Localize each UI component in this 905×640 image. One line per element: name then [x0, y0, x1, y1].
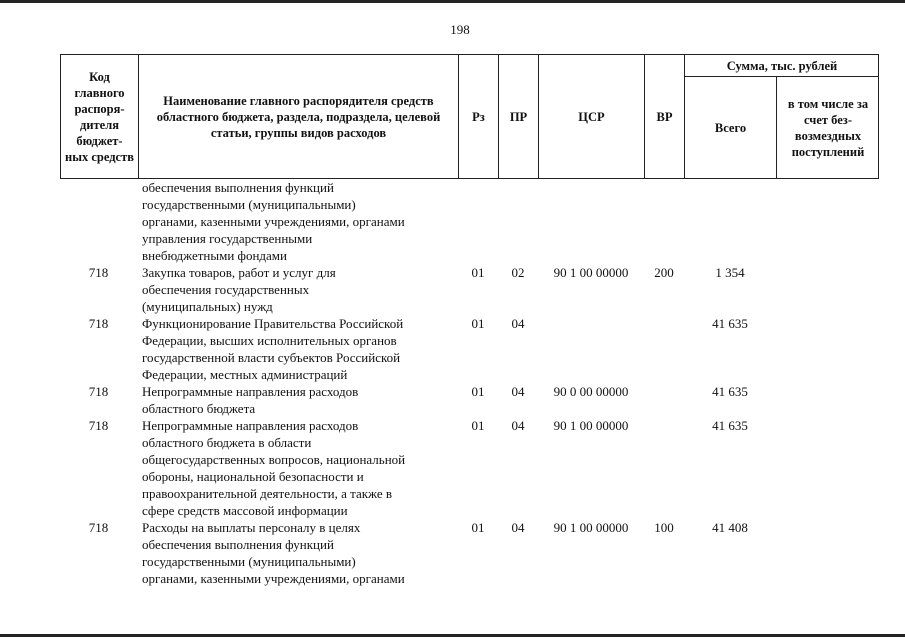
cell-pr: 04	[511, 520, 525, 535]
cell-csr: 90 1 00 00000	[553, 265, 629, 280]
header-sum: Сумма, тыс. рублей	[726, 58, 838, 73]
header-rz: Рз	[472, 109, 485, 124]
header-free: в том числе за счет без-возмездных поступлений	[787, 96, 869, 159]
cell-name: Непрограммные направления расходов областного бюджета	[142, 384, 359, 416]
cell-total: 41 408	[712, 520, 748, 535]
cell-pr: 04	[511, 316, 525, 331]
cell-name: обеспечения выполнения функций государственными (муниципальными) органами, казенными учреждениями, органами управления государственными внебюджетными фондами	[142, 180, 405, 263]
cell-vr: 100	[654, 520, 674, 535]
cell-code: 718	[88, 418, 109, 433]
page-bottom-border	[0, 634, 905, 637]
cell-total: 41 635	[712, 418, 748, 433]
table-header	[60, 54, 879, 179]
header-pr: ПР	[509, 109, 528, 124]
cell-csr: 90 1 00 00000	[553, 418, 629, 433]
cell-vr: 200	[654, 265, 674, 280]
cell-pr: 04	[511, 384, 525, 399]
cell-total: 41 635	[712, 316, 748, 331]
cell-name: Расходы на выплаты персоналу в целях обеспечения выполнения функций государственными (муниципальными) органами, казенными учреждениями, органами	[142, 520, 405, 586]
cell-total: 1 354	[715, 265, 745, 280]
cell-rz: 01	[471, 418, 485, 433]
cell-csr: 90 0 00 00000	[553, 384, 629, 399]
cell-pr: 02	[511, 265, 525, 280]
cell-pr: 04	[511, 418, 525, 433]
page-number: 198	[450, 22, 470, 37]
header-name: Наименование главного распорядителя средств областного бюджета, раздела, подраздела, целевой статьи, группы видов расходов	[156, 93, 441, 140]
cell-rz: 01	[471, 265, 485, 280]
cell-rz: 01	[471, 520, 485, 535]
cell-name: Непрограммные направления расходов областного бюджета в области общегосударственных вопросов, национальной обороны, национальной безопасности и правоохранительной деятельности, а также в сфере средств массовой информации	[142, 418, 406, 518]
cell-rz: 01	[471, 316, 485, 331]
header-code: Код главного распоря-дителя бюджет-ных средств	[65, 69, 134, 164]
cell-name: Закупка товаров, работ и услуг для обеспечения государственных (муниципальных) нужд	[142, 265, 336, 314]
page-top-border	[0, 0, 905, 3]
cell-code: 718	[88, 384, 109, 399]
cell-name: Функционирование Правительства Российской Федерации, высших исполнительных органов государственной власти субъектов Российской Федерации, местных администраций	[142, 316, 404, 382]
header-csr: ЦСР	[578, 109, 605, 124]
cell-rz: 01	[471, 384, 485, 399]
cell-total: 41 635	[712, 384, 748, 399]
cell-code: 718	[88, 520, 109, 535]
header-vr: ВР	[656, 109, 673, 124]
header-total: Всего	[714, 120, 747, 135]
cell-csr: 90 1 00 00000	[553, 520, 629, 535]
cell-code: 718	[88, 265, 109, 280]
cell-code: 718	[88, 316, 109, 331]
